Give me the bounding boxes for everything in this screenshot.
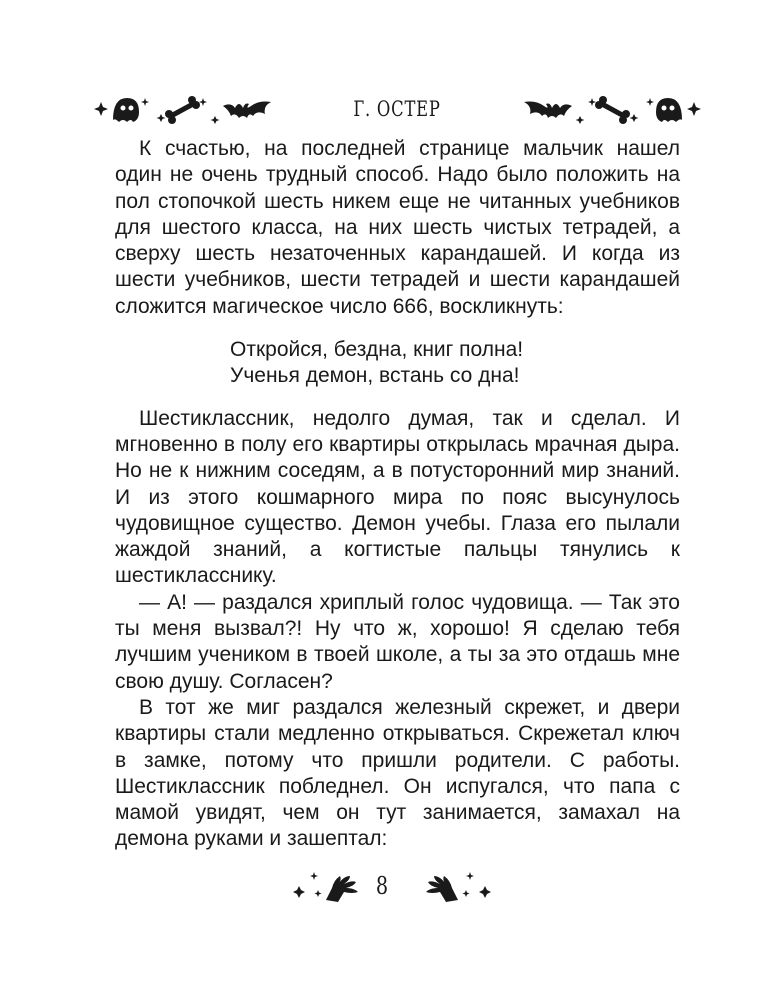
sparkle-icon — [463, 872, 492, 898]
paragraph: В тот же миг раздался железный скрежет, и двери квартиры стали медленно открываться. Скрежетал ключ в замке, потому что пришли родители. С работы. Шестиклассник побледнел. Он испугался, что папа с мамой увидят, чем он тут занимается, замахал на демона руками и зашептал: — [115, 695, 680, 851]
sparkle-icon — [293, 872, 322, 898]
author-name: Г. ОСТЕР — [353, 97, 442, 121]
paragraph: К счастью, на последней странице мальчик нашел один не очень трудный способ. Надо было положить на пол стопочкой шесть никем еще не читанных учебников для шестого класса, на них шесть чистых тетрадей, а сверху шесть незаточенных карандашей. И когда из шести учебников, шести тетрадей и шести карандашей сложится магическое число 666, воскликнуть: — [115, 137, 680, 318]
page-footer — [0, 870, 759, 910]
paragraph: — А! — раздался хриплый голос чудовища. — Так это ты меня вызвал?! Ну что ж, хорошо! Я сделаю тебя лучшим учеником в твоей школе, а ты за это отдашь мне свою душу. Согласен? — [115, 590, 680, 693]
sparkle-icon — [94, 98, 220, 124]
bone-icon — [595, 96, 630, 124]
claw-hand-icon — [326, 876, 358, 902]
bat-icon — [524, 102, 572, 119]
ghost-icon — [113, 98, 139, 122]
book-page — [115, 88, 680, 853]
poem-line: Ученья демон, встань со дна! — [230, 364, 520, 388]
running-header — [115, 88, 680, 130]
footer-ornament-right — [420, 870, 492, 904]
ghost-icon — [656, 98, 682, 122]
bone-icon — [165, 96, 200, 124]
paragraph: Шестиклассник, недолго думая, так и сделал. И мгновенно в полу его квартиры открылась мрачная дыра. Но не к нижним соседям, а в потусторонний мир знаний. И из этого кошмарного мира по пояс высунулось чудовищное существо. Демон учебы. Глаза его пылали жаждой знаний, а когтистые пальцы тянулись к шестикласснику. — [115, 406, 680, 588]
claw-hand-icon — [426, 876, 458, 902]
header-ornament-left — [93, 92, 273, 126]
page-number: 8 — [375, 872, 389, 900]
body-text — [115, 136, 680, 853]
poem-line: Откройся, бездна, книг полна! — [230, 338, 524, 362]
header-ornament-right — [522, 92, 702, 126]
poem-verse — [115, 337, 680, 390]
sparkle-icon — [576, 98, 702, 124]
footer-ornament-left — [292, 870, 364, 904]
bat-icon — [223, 102, 271, 119]
